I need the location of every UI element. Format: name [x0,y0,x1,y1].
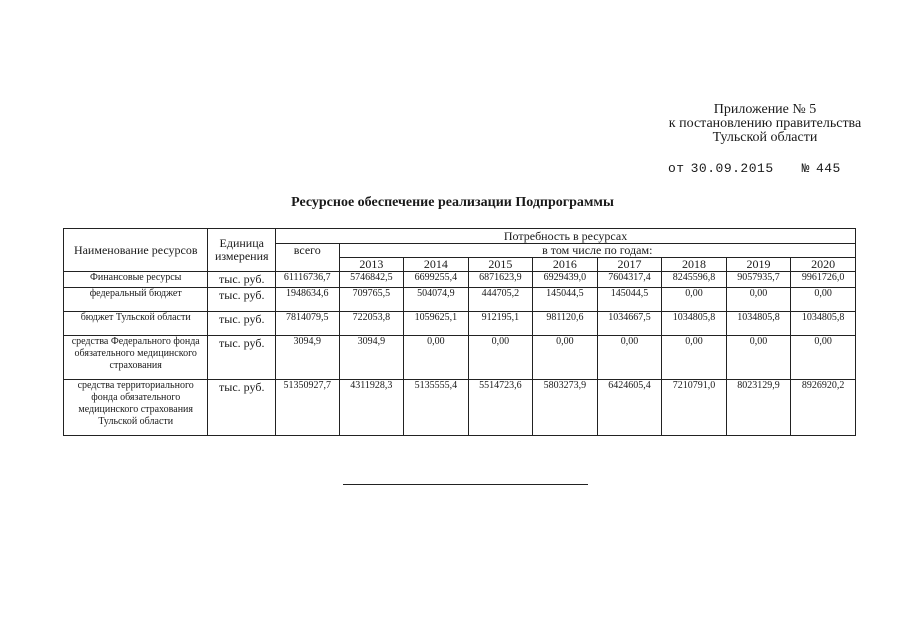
col-need-header: Потребность в ресурсах [276,229,856,244]
year-value-cell: 8023129,9 [726,380,791,436]
year-header: 2015 [468,258,533,272]
year-header: 2014 [404,258,469,272]
year-header: 2016 [533,258,598,272]
year-value-cell: 145044,5 [597,288,662,312]
year-value-cell: 0,00 [726,288,791,312]
page-title: Ресурсное обеспечение реализации Подпрограммы [291,195,614,210]
unit-cell: тыс. руб. [208,312,276,336]
year-value-cell: 5135555,4 [404,380,469,436]
date-prefix: от [668,161,685,176]
year-value-cell: 5514723,6 [468,380,533,436]
year-value-cell: 8245596,8 [662,272,727,288]
appendix-line: Тульской области [712,130,818,145]
year-value-cell: 8926920,2 [791,380,856,436]
total-cell: 7814079,5 [276,312,340,336]
resource-name-cell: бюджет Тульской области [64,312,208,336]
table-row [64,380,856,436]
year-value-cell: 9057935,7 [726,272,791,288]
year-value-cell: 9961726,0 [791,272,856,288]
number-sign: № [801,161,810,176]
signature-line [343,484,588,485]
year-value-cell: 1034805,8 [791,312,856,336]
year-value-cell: 5746842,5 [339,272,404,288]
resource-name-cell: федеральный бюджет [64,288,208,312]
year-value-cell: 1034805,8 [726,312,791,336]
year-value-cell: 504074,9 [404,288,469,312]
total-cell: 3094,9 [276,336,340,380]
appendix-line: Приложение № 5 [713,102,817,117]
unit-cell: тыс. руб. [208,336,276,380]
col-unit-header: Единица измерения [208,229,276,272]
table-row [64,336,856,380]
year-value-cell: 7604317,4 [597,272,662,288]
year-header: 2018 [662,258,727,272]
year-value-cell: 6871623,9 [468,272,533,288]
order-reference [668,161,841,176]
total-cell: 1948634,6 [276,288,340,312]
year-value-cell: 6424605,4 [597,380,662,436]
year-value-cell: 0,00 [533,336,598,380]
year-value-cell: 1034805,8 [662,312,727,336]
appendix-block [600,103,905,145]
resources-table [63,228,856,436]
year-value-cell: 7210791,0 [662,380,727,436]
year-value-cell: 6929439,0 [533,272,598,288]
year-header: 2020 [791,258,856,272]
year-value-cell: 0,00 [597,336,662,380]
year-value-cell: 5803273,9 [533,380,598,436]
unit-cell: тыс. руб. [208,272,276,288]
total-cell: 51350927,7 [276,380,340,436]
year-value-cell: 0,00 [662,288,727,312]
year-value-cell: 145044,5 [533,288,598,312]
header-row [64,229,856,244]
col-years-header: в том числе по годам: [339,244,855,258]
year-value-cell: 6699255,4 [404,272,469,288]
year-value-cell: 1034667,5 [597,312,662,336]
resource-name-cell: средства Федерального фонда обязательного медицинского страхования [64,336,208,380]
year-value-cell: 3094,9 [339,336,404,380]
year-value-cell: 0,00 [662,336,727,380]
year-value-cell: 444705,2 [468,288,533,312]
year-header: 2013 [339,258,404,272]
year-value-cell: 4311928,3 [339,380,404,436]
year-header: 2019 [726,258,791,272]
col-total-header: всего [276,244,340,272]
year-header: 2017 [597,258,662,272]
unit-cell: тыс. руб. [208,380,276,436]
year-value-cell: 0,00 [468,336,533,380]
year-value-cell: 0,00 [404,336,469,380]
year-value-cell: 709765,5 [339,288,404,312]
table-row [64,288,856,312]
year-value-cell: 0,00 [726,336,791,380]
year-value-cell: 1059625,1 [404,312,469,336]
table-row [64,272,856,288]
year-value-cell: 0,00 [791,336,856,380]
resource-name-cell: средства территориального фонда обязательного медицинского страхования Тульской области [64,380,208,436]
year-value-cell: 722053,8 [339,312,404,336]
unit-cell: тыс. руб. [208,288,276,312]
resource-name-cell: Финансовые ресурсы [64,272,208,288]
order-number: 445 [815,161,841,176]
appendix-line: к постановлению правительства [668,116,862,131]
order-date: 30.09.2015 [690,161,774,176]
col-name-header: Наименование ресурсов [64,229,208,272]
year-value-cell: 912195,1 [468,312,533,336]
year-value-cell: 0,00 [791,288,856,312]
table-row [64,312,856,336]
total-cell: 61116736,7 [276,272,340,288]
year-value-cell: 981120,6 [533,312,598,336]
